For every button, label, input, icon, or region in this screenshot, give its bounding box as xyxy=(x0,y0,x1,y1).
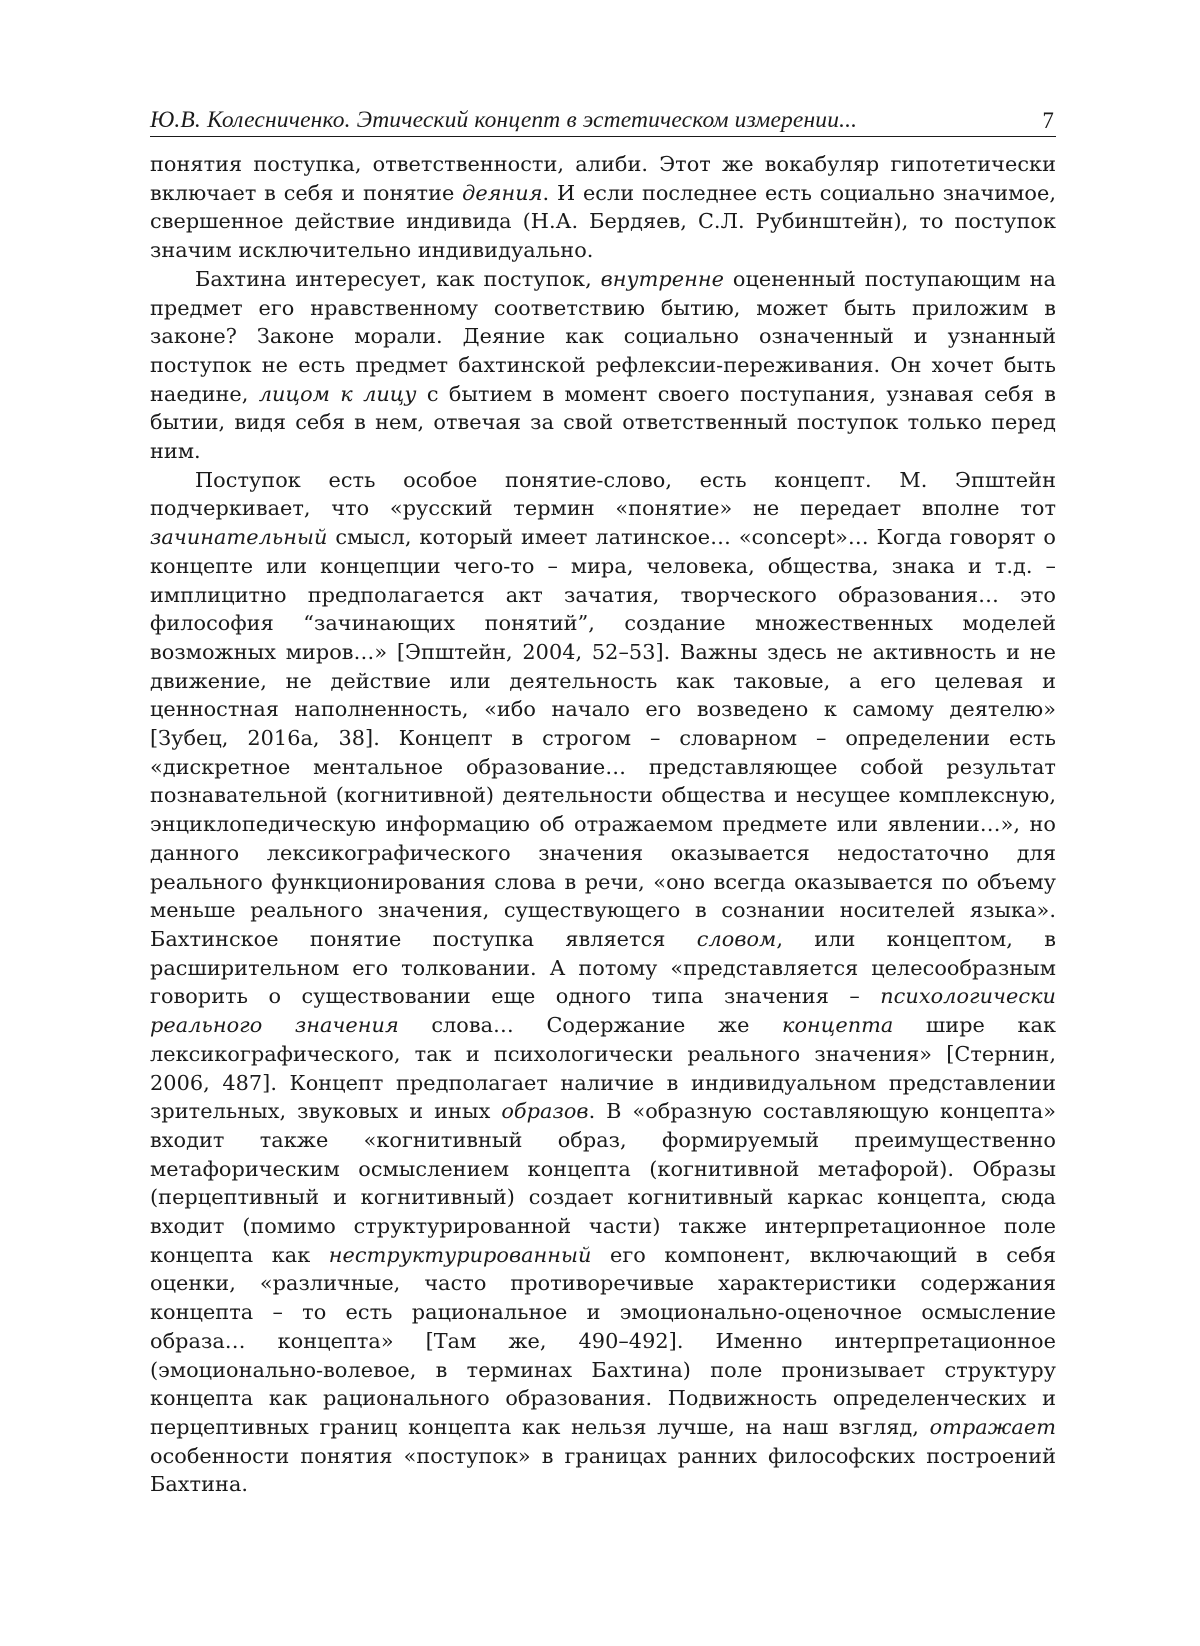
italic-term: зачинательный xyxy=(150,525,328,550)
text-run: оцененный поступающим на предмет его нравственному соответствию бытию, может быть приложим в законе? Законе морали. Деяние как социально означенный и узнанный поступок не есть предмет бахтинской рефлексии-переживания. Он хочет быть наедине, xyxy=(150,266,1056,406)
body-text xyxy=(150,150,1056,1499)
page-number: 7 xyxy=(1042,108,1054,133)
text-run: . И если последнее есть социально значимое, свершенное действие индивида (Н.А. Бердяев, С.Л. Рубинштейн), то поступок значим исключительно индивидуально. xyxy=(150,180,1056,263)
italic-term: концепта xyxy=(781,1013,894,1038)
running-header xyxy=(150,103,1056,137)
text-run: Бахтина интересует, как поступок, xyxy=(195,266,601,291)
text-run: понятия поступка, ответственности, алиби. Этот же вокабуляр гипотетически включает в себя и понятие xyxy=(150,152,1056,205)
page xyxy=(150,0,1056,1646)
text-run: Поступок есть особое понятие-слово, есть концепт. М. Эпштейн подчеркивает, что «русский термин «понятие» не передает вполне тот xyxy=(150,467,1056,521)
text-run: смысл, который имеет латинское… «concept»… Когда говорят о концепте или концепции чего-то – мира, человека, общества, знака и т.д. – имплицитно предполагается акт зачатия, творческого образования… это философия “зачинающих понятий”, создание множественных моделей возможных миров…» [Эпштейн, 2004, 52–53]. Важны здесь не активность и не движение, не действие или деятельность как таковые, а его целевая и ценностная наполненность, «ибо начало его возведено к самому деятелю» [Зубец, 2016а, 38]. Концепт в строгом – словарном – определении есть «дискретное ментальное образование… представляющее собой результат познавательной (когнитивной) деятельности общества и несущее комплексную, энциклопедическую информацию об отражаемом предмете или явлении…», но данного лексикографического значения оказывается недостаточно для реального функционирования слова в речи, «оно всегда оказывается по объему меньше реального значения, существующего в сознании носителей языка». Бахтинское понятие поступка является xyxy=(150,525,1056,951)
text-run: особенности понятия «поступок» в границах ранних философских построений Бахтина. xyxy=(150,1443,1056,1497)
text-run: . В «образную составляющую концепта» входит также «когнитивный образ, формируемый преимущественно метафорическим осмыслением концепта (когнитивной метафорой). Образы (перцептивный и когнитивный) создает когнитивный каркас концепта, сюда входит (помимо структурированной части) также интерпретационное поле концепта как xyxy=(150,1099,1056,1267)
text-run: шире как лексикографического, так и психологически реального значения» [Стернин, 2006, 487]. Концепт предполагает наличие в индивидуальном представлении зрительных, звуковых и иных xyxy=(150,1013,1056,1124)
paragraph xyxy=(150,265,1056,466)
paragraph xyxy=(150,466,1056,1499)
paragraph xyxy=(150,150,1056,265)
italic-term: неструктурированный xyxy=(328,1242,592,1267)
italic-term: образов xyxy=(501,1099,589,1124)
italic-term: словом xyxy=(696,926,777,951)
text-run: слова… Содержание же xyxy=(398,1013,782,1038)
italic-term: психологически реального значения xyxy=(150,984,1056,1038)
italic-term: отражает xyxy=(929,1414,1056,1439)
italic-term: лицом к лицу xyxy=(258,381,417,406)
italic-term: внутренне xyxy=(600,266,725,291)
running-title: Ю.В. Колесниченко. Этический концепт в эстетическом измерении... xyxy=(150,107,858,133)
text-run: с бытием в момент своего поступания, узнавая себя в бытии, видя себя в нем, отвечая за свой ответственный поступок только перед ним. xyxy=(150,381,1056,464)
text-run: , или концептом, в расширительном его толковании. А потому «представляется целесообразным говорить о существовании еще одного типа значения – xyxy=(150,926,1056,1009)
italic-term: деяния xyxy=(462,180,543,205)
text-run: его компонент, включающий в себя оценки, «различные, часто противоречивые характеристики содержания концепта – то есть рациональное и эмоционально-оценочное осмысление образа… концепта» [Там же, 490–492]. Именно интерпретационное (эмоционально-волевое, в терминах Бахтина) поле пронизывает структуру концепта как рационального образования. Подвижность определенческих и перцептивных границ концепта как нельзя лучше, на наш взгляд, xyxy=(150,1242,1057,1439)
